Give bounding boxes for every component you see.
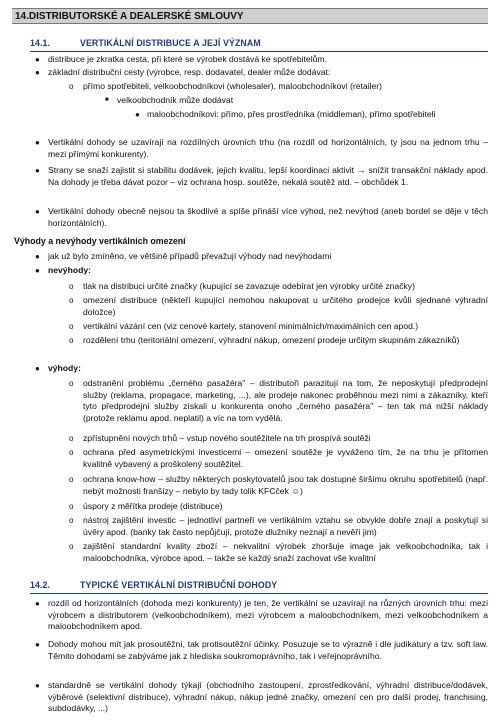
list-item-text: Dohody mohou mít jak prosoutěžní, tak protisoutěžní účinky. Posuzuje se to výrazně i dle judikatury a tzv. soft law. Těmito dohodami se zabýváme jak z hlediska soukromoprávního, tak i veřejnoprávního. (48, 639, 488, 661)
bullet-icon: ● (35, 252, 40, 261)
list-item-text: úspory z měřítka prodeje (distribuce) (83, 501, 223, 511)
bullet-icon: ● (35, 138, 40, 147)
section-rule (30, 51, 488, 52)
list-item (69, 515, 488, 538)
list-item (135, 109, 488, 121)
list-item-text: Vertikální dohody obecně nejsou ta škodlivé a spíše přináší více výhod, než nevýhod (aneb bordel se děje v těch horizontálních). (48, 206, 488, 228)
list-item (69, 433, 488, 445)
list-item (69, 295, 488, 318)
bullet-icon: ● (35, 640, 40, 649)
list-item-text: tlak na distribuci určité značky (kupující se zavazuje odebírat jen výrobky určité značky) (83, 281, 415, 291)
list-item-text: základní distribuční cesty (výrobce, resp. dodavatel, dealer může dodávat: (48, 67, 331, 77)
circle-bullet-icon: o (69, 82, 74, 91)
list-item-text: výhody: (48, 363, 81, 373)
circle-bullet-icon: o (69, 434, 74, 443)
bullet-icon: ● (35, 207, 40, 216)
list-item (35, 639, 488, 662)
list-item (69, 447, 488, 470)
circle-bullet-icon: o (69, 379, 74, 388)
list-item (69, 81, 488, 93)
list-item (69, 501, 488, 513)
square-bullet-icon: ■ (105, 97, 109, 103)
list-item (69, 541, 488, 564)
section-title: VERTIKÁLNÍ DISTRIBUCE A JEJÍ VÝZNAM (80, 38, 261, 48)
circle-bullet-icon: o (69, 322, 74, 331)
bullet-icon: ● (35, 55, 40, 64)
subheading: Výhody a nevýhody vertikálních omezení (14, 236, 186, 246)
section-heading-14-1 (30, 38, 490, 50)
section-heading-14-2 (30, 580, 490, 592)
circle-bullet-icon: o (69, 296, 74, 305)
list-item (35, 54, 488, 66)
bullet-icon: ● (35, 68, 40, 77)
bullet-icon: ● (35, 166, 40, 175)
circle-bullet-icon: o (69, 475, 74, 484)
list-item (35, 165, 488, 188)
list-item (35, 206, 488, 229)
list-item (35, 598, 488, 633)
list-item (69, 281, 488, 293)
list-item-text: nástroj zajištění investic – jednotliví partneři ve vertikálním vztahu se obvykle dobře znají a poskytují si úvěry apod. (banky tak často nepůjčují, protože dlužníky neznají a nevěří jim) (83, 515, 488, 537)
list-item-text: nevýhody: (48, 265, 91, 275)
circle-bullet-icon: o (69, 448, 74, 457)
list-item-text: omezení distribuce (někteří kupující nemohou nakupovat u určitého prodejce kvůli sjednané výhradní doložce) (83, 295, 488, 317)
bullet-icon: ● (35, 266, 40, 275)
list-item-text: standardně se vertikální dohody týkají (obchodního zastoupení, zprostředkování, výhradní distribuce/dodávek, výběrové (selektivní distribuce), výhradní nákup, nákup jedné značky, omezení cen pro další prodej, franchising, subdodávky, ...) (48, 680, 488, 714)
list-item (69, 378, 488, 425)
list-item (69, 321, 488, 333)
list-item (35, 251, 488, 263)
list-item-text: velkoobchodník může dodávat (117, 95, 234, 105)
section-number: 14.2. (30, 580, 51, 590)
list-item-text: ochrana před asymetrickými investicemi – omezení soutěže je vyváženo tím, že na trhu je přítomen kvalitně vybavený a proškolený soutěžitel. (83, 447, 488, 469)
bullet-icon: ● (35, 599, 40, 608)
list-item (35, 265, 488, 277)
bullet-icon: ● (135, 110, 140, 119)
circle-bullet-icon: o (69, 542, 74, 551)
list-item-text: rozdíl od horizontálních (dohoda mezi konkurenty) je ten, že vertikální se uzavírají na různých úrovních trhu: mezi výrobcem a distributorem (velkoobchodníkem), mezi výrobcem a maloobchodníkem, mezi velkoobchodníkem a maloobchodníkem apod. (48, 598, 488, 632)
list-item-text: jak už bylo zmíněno, ve většině případů převažují výhody nad nevýhodami (48, 251, 332, 261)
bullet-icon: ● (35, 681, 40, 690)
list-item (69, 335, 488, 347)
section-number: 14.1. (30, 38, 51, 48)
list-item (35, 680, 488, 715)
circle-bullet-icon: o (69, 516, 74, 525)
list-item (35, 137, 488, 160)
list-item-text: vertikální vázání cen (viz cenové kartely, stanovení minimálních/maximálních cen apod.) (83, 321, 419, 331)
chapter-header (12, 8, 488, 24)
list-item (35, 67, 488, 79)
list-item-text: odstranění problému „černého pasažéra" – distributoři parazitují na tom, že neposkytují předprodejní služby (reklama, propagace, marketing, ...), ale prodeje nakonec proběhnou mezi nimi a zákazníky, kteří tyto předprodejní služby získali u konkurenta onoho „černého pasažéra" – ten tak má nižší náklady (protože reklamu apod. neplatil) a víc na tom vydělá. (83, 378, 488, 424)
circle-bullet-icon: o (69, 282, 74, 291)
list-item-text: distribuce je zkratka cesta, při které se výrobek dostává ke spotřebitelům. (48, 54, 327, 64)
circle-bullet-icon: o (69, 336, 74, 345)
list-item-text: Vertikální dohody se uzavírají na rozdílných úrovních trhu (na rozdíl od horizontálních, ty jsou na jednom trhu – mezi přímými konkurenty). (48, 137, 488, 159)
section-rule (30, 593, 488, 594)
circle-bullet-icon: o (69, 502, 74, 511)
list-item (105, 95, 488, 107)
section-title: TYPICKÉ VERTIKÁLNÍ DISTRIBUČNÍ DOHODY (80, 580, 278, 590)
list-item-text: zpřístupnění nových trhů – vstup nového soutěžitele na trh prospívá soutěži (83, 433, 371, 443)
list-item (35, 363, 488, 375)
list-item-text: Strany se snaží zajistit si stabilitu dodávek, jejich kvalitu, lepší koordinaci aktivit → snížit transakční náklady apod. Na dohody je třeba dávat pozor – viz ochrana hosp. soutěže, nekalá soutěž atd. – obchůdek 1. (48, 165, 488, 187)
bullet-icon: ● (35, 364, 40, 373)
list-item-text: přímo spotřebiteli, velkoobchodníkovi (wholesaler), maloobchodníkovi (retailer) (83, 81, 383, 91)
list-item-text: maloobchodníkovi: přímo, přes prostředníka (middleman), přímo spotřebiteli (147, 109, 436, 119)
list-item (69, 474, 488, 497)
chapter-title: 14.DISTRIBUTORSKÉ A DEALERSKÉ SMLOUVY (15, 11, 244, 22)
list-item-text: zajištění standardní kvality zboží – nekvalitní výrobek zhoršuje image jak velkoobchodníka, tak i maloobchodníka, výrobce apod. – takže se každý snaží zachovat vše kvalitní (83, 541, 488, 563)
list-item-text: ochrana know-how – služby některých poskytovatelů jsou tak dostupné širšímu okruhu spotřebitelů (např. nebýt možnosti franšízy – nebylo by tady tolik KFCček ☺) (83, 474, 488, 496)
list-item-text: rozdělení trhu (teritoriální omezení, výhradní nákup, omezení prodeje určitým skupinám zákazníků) (83, 335, 460, 345)
